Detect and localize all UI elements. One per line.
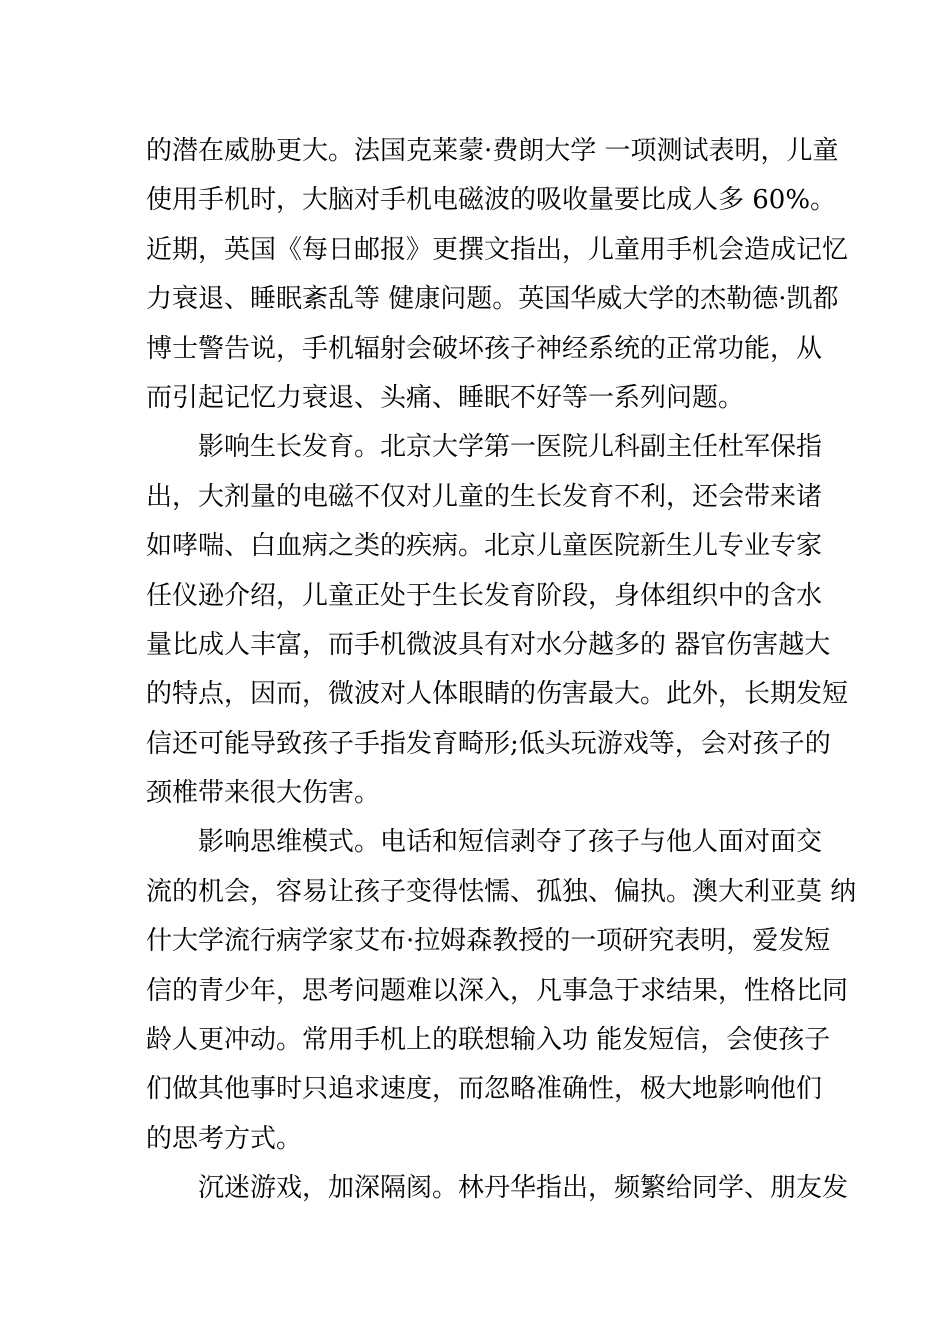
text-line: 如哮喘、白血病之类的疾病。北京儿童医院新生儿专业专家 [146,531,823,562]
text-line: 任仪逊介绍，儿童正处于生长发育阶段，身体组织中的含水 [146,580,823,611]
text-line: 信的青少年，思考问题难以深入，凡事急于求结果，性格比同 [146,975,849,1006]
body-text [146,127,857,1214]
text-line: 出，大剂量的电磁不仅对儿童的生长发育不利，还会带来诸 [146,481,823,512]
text-line: 近期，英国《每日邮报》更撰文指出，儿童用手机会造成记忆 [146,234,849,265]
text-line: 的思考方式。 [146,1123,303,1154]
text-line: 力衰退、睡眠紊乱等 健康问题。英国华威大学的杰勒德·凯都 [146,284,839,315]
text-line: 们做其他事时只追求速度，而忽略准确性，极大地影响他们 [146,1074,823,1105]
text-line: 使用手机时，大脑对手机电磁波的吸收量要比成人多 60%。 [146,185,837,216]
text-line: 流的机会，容易让孩子变得怯懦、孤独、偏执。澳大利亚莫 纳 [146,876,857,907]
paragraph-first-line: 影响生长发育。北京大学第一医院儿科副主任杜军保指 [198,432,823,463]
text-line: 信还可能导致孩子手指发育畸形;低头玩游戏等，会对孩子的 [146,728,831,759]
paragraph-first-line: 沉迷游戏，加深隔阂。林丹华指出，频繁给同学、朋友发 [198,1173,849,1204]
text-line: 博士警告说，手机辐射会破坏孩子神经系统的正常功能，从 [146,333,823,364]
text-line: 龄人更冲动。常用手机上的联想输入功 能发短信，会使孩子 [146,1025,831,1056]
text-line: 颈椎带来很大伤害。 [146,778,381,809]
text-line: 量比成人丰富，而手机微波具有对水分越多的 器官伤害越大 [146,629,831,660]
paragraph-first-line: 影响思维模式。电话和短信剥夺了孩子与他人面对面交 [198,827,823,858]
text-line: 什大学流行病学家艾布·拉姆森教授的一项研究表明，爱发短 [146,926,831,957]
text-line: 而引起记忆力衰退、头痛、睡眠不好等一系列问题。 [146,382,745,413]
text-line: 的潜在威胁更大。法国克莱蒙·费朗大学 一项测试表明，儿童 [146,136,839,166]
text-line: 的特点，因而，微波对人体眼睛的伤害最大。此外，长期发短 [146,679,849,710]
